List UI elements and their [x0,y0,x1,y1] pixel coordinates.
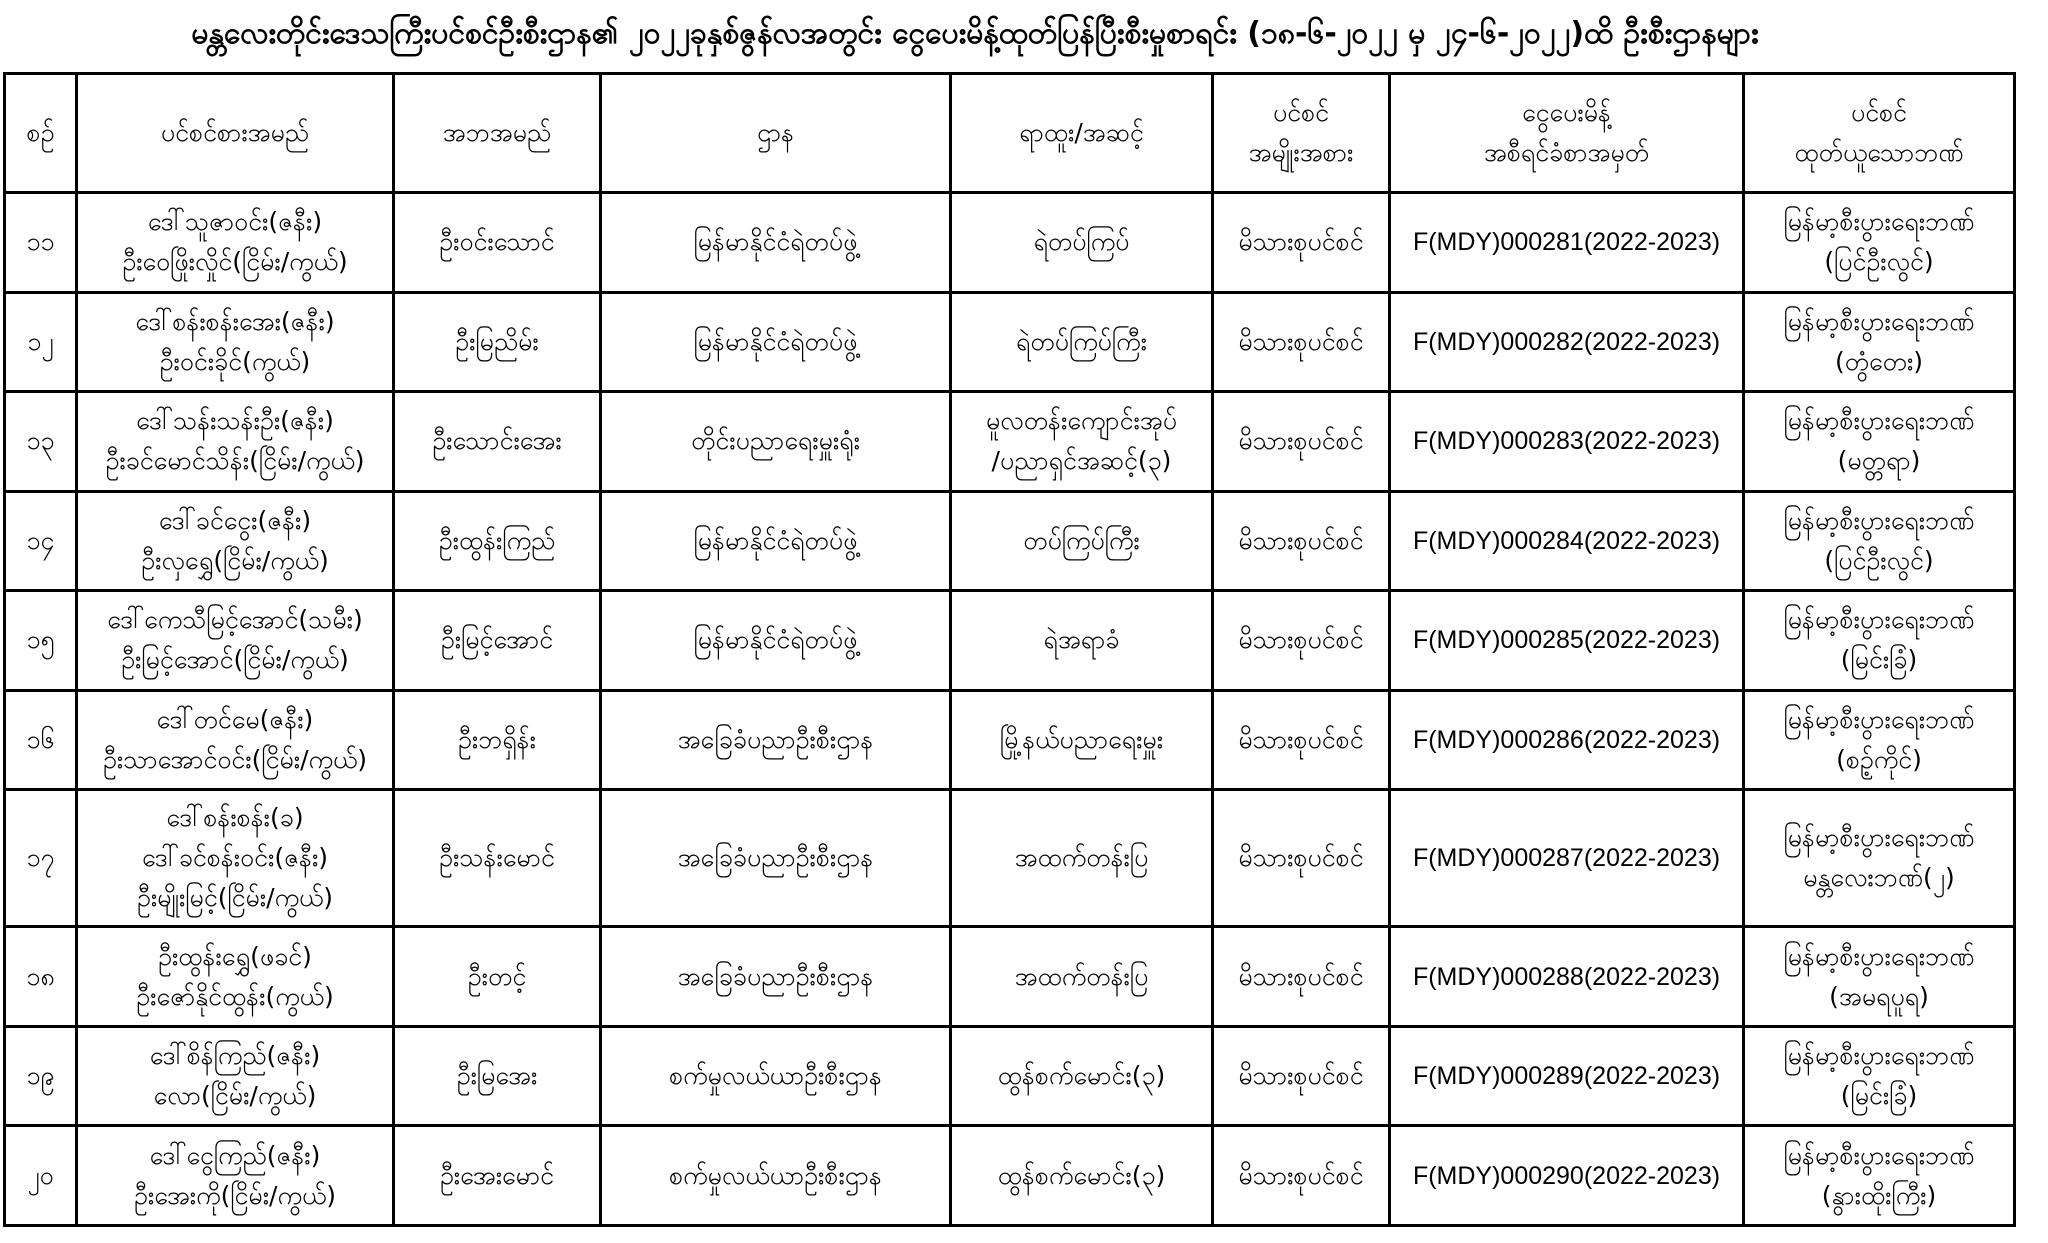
cell-father-name: ဦးဘရှိန်း [394,690,601,790]
cell-department: မြန်မာနိုင်ငံရဲတပ်ဖွဲ့ [601,193,951,293]
table-row [5,1126,2015,1226]
cell-bank [1744,927,2015,1027]
header-order-number [1390,74,1744,193]
cell-no: ၁၇ [5,790,77,927]
header-no [5,74,77,193]
cell-rank-line: တပ်ကြပ်ကြီး [1023,525,1140,555]
cell-rank [951,292,1213,392]
cell-bank-line: မြန်မာ့စီးပွားရေးဘဏ် [1783,941,1975,971]
cell-pension-type: မိသားစုပင်စင် [1213,1026,1390,1126]
cell-department: မြန်မာနိုင်ငံရဲတပ်ဖွဲ့ [601,292,951,392]
cell-bank-line: (နွားထိုးကြီး) [1821,1180,1937,1210]
cell-rank [951,491,1213,591]
cell-pension-type: မိသားစုပင်စင် [1213,690,1390,790]
cell-bank [1744,1126,2015,1226]
cell-pensioner-name-line: ဒေါ်သူဇာဝင်း(ဇနီး) [147,207,323,237]
cell-no: ၁၉ [5,1026,77,1126]
cell-order-number: F(MDY)000282(2022-2023) [1390,292,1744,392]
cell-order-number: F(MDY)000289(2022-2023) [1390,1026,1744,1126]
cell-bank-line: မြန်မာ့စီးပွားရေးဘဏ် [1783,505,1975,535]
cell-bank-line: မြန်မာ့စီးပွားရေးဘဏ် [1783,1041,1975,1071]
cell-bank [1744,591,2015,691]
header-text: အမျိုးအစား [1248,138,1354,167]
cell-bank-line: မြန်မာ့စီးပွားရေးဘဏ် [1783,207,1975,237]
table-row [5,591,2015,691]
cell-pension-type: မိသားစုပင်စင် [1213,591,1390,691]
cell-pensioner-name-line: ဦးမျိုးမြင့်(ငြိမ်း/ကွယ်) [136,883,334,913]
table-row [5,392,2015,492]
header-text: အစီရင်ခံစာအမှတ် [1483,138,1650,167]
cell-order-number: F(MDY)000284(2022-2023) [1390,491,1744,591]
cell-bank-line: မြန်မာ့စီးပွားရေးဘဏ် [1783,605,1975,635]
cell-pensioner-name-line: ဒေါ်ခင်စန်းဝင်း(ဇနီး) [141,843,329,873]
cell-pension-type: မိသားစုပင်စင် [1213,1126,1390,1226]
cell-pensioner-name [77,392,394,492]
cell-no: ၂၀ [5,1126,77,1226]
cell-pensioner-name [77,491,394,591]
header-text: ဌာန [756,118,795,147]
cell-rank [951,591,1213,691]
cell-bank-line: (စဉ့်ကိုင်) [1836,744,1922,774]
cell-pension-type: မိသားစုပင်စင် [1213,790,1390,927]
cell-rank [951,1026,1213,1126]
cell-pensioner-name-line: ဒေါ်ငွေကြည်(ဇနီး) [149,1140,321,1170]
cell-pensioner-name-line: ဦးဇော်နိုင်ထွန်း(ကွယ်) [136,981,334,1011]
cell-bank [1744,392,2015,492]
cell-rank-line: အထက်တန်းပြ [1014,961,1149,991]
cell-rank-line: မြို့နယ်ပညာရေးမှူး [999,724,1164,754]
header-text: ပင်စင် [1272,98,1330,127]
cell-pensioner-name [77,292,394,392]
table-row [5,927,2015,1027]
cell-pensioner-name-line: ဦးဝေဖြိုးလှိုင်(ငြိမ်း/ကွယ်) [122,247,348,277]
cell-pensioner-name [77,1126,394,1226]
cell-bank-line: မြန်မာ့စီးပွားရေးဘဏ် [1783,1140,1975,1170]
cell-pensioner-name-line: ဦးမြင့်အောင်(ငြိမ်း/ကွယ်) [121,645,349,675]
cell-rank-line: အထက်တန်းပြ [1014,843,1149,873]
cell-rank [951,392,1213,492]
cell-pensioner-name [77,1026,394,1126]
cell-bank [1744,491,2015,591]
pension-table [3,72,2016,1227]
cell-bank-line: (အမရပူရ) [1829,981,1929,1011]
cell-no: ၁၅ [5,591,77,691]
cell-order-number: F(MDY)000290(2022-2023) [1390,1126,1744,1226]
cell-bank [1744,193,2015,293]
cell-father-name: ဦးမြအေး [394,1026,601,1126]
cell-no: ၁၁ [5,193,77,293]
table-row [5,1026,2015,1126]
document-title: မန္တလေးတိုင်းဒေသကြီးပင်စင်ဦးစီးဌာန၏ ၂၀၂၂ခုနှစ်ဇွန်လအတွင်း ငွေပေးမိန့်ထုတ်ပြန်ပြီးစီးမှုစာရင်း (၁၈-၆-၂၀၂၂ မှ ၂၄-၆-၂၀၂၂)ထိ ဦးစီးဌာနများ [191,16,1759,51]
cell-pension-type: မိသားစုပင်စင် [1213,491,1390,591]
cell-pension-type: မိသားစုပင်စင် [1213,927,1390,1027]
cell-pension-type: မိသားစုပင်စင် [1213,392,1390,492]
table-row [5,690,2015,790]
table-row [5,790,2015,927]
header-text: စဉ် [26,118,55,147]
cell-pensioner-name-line: ဦးသာအောင်ဝင်း(ငြိမ်း/ကွယ်) [103,744,367,774]
cell-pensioner-name-line: ဒေါ်စန်းစန်း(ခ) [166,803,304,833]
cell-bank-line: (တွံတေး) [1834,346,1924,376]
cell-rank-line: မူလတန်းကျောင်းအုပ် [985,406,1178,436]
cell-father-name: ဦးသောင်းအေး [394,392,601,492]
cell-rank [951,690,1213,790]
cell-pensioner-name-line: ဦးထွန်းရွှေ(ဖခင်) [158,941,312,971]
cell-pensioner-name-line: ဦးခင်မောင်သိန်း(ငြိမ်း/ကွယ်) [105,446,365,476]
cell-bank [1744,1026,2015,1126]
cell-order-number: F(MDY)000287(2022-2023) [1390,790,1744,927]
cell-pensioner-name-line: ဒေါ်စိန်ကြည်(ဇနီး) [149,1041,321,1071]
cell-pensioner-name-line: ဦးလှရွှေ(ငြိမ်း/ကွယ်) [141,545,329,575]
cell-bank [1744,690,2015,790]
cell-pensioner-name-line: ဒေါ်သန်းသန်းဦး(ဇနီး) [136,406,334,436]
table-row [5,491,2015,591]
cell-order-number: F(MDY)000288(2022-2023) [1390,927,1744,1027]
cell-rank [951,193,1213,293]
cell-bank-line: (မြင်းခြံ) [1840,645,1918,675]
header-department [601,74,951,193]
cell-pensioner-name [77,790,394,927]
cell-order-number: F(MDY)000283(2022-2023) [1390,392,1744,492]
cell-father-name: ဦးတင့် [394,927,601,1027]
cell-bank-line: (မြင်းခြံ) [1840,1081,1918,1111]
cell-order-number: F(MDY)000281(2022-2023) [1390,193,1744,293]
cell-bank-line: (ပြင်ဦးလွင်) [1824,545,1934,575]
cell-rank-line: ရဲတပ်ကြပ်ကြီး [1016,326,1147,356]
header-rank [951,74,1213,193]
cell-pensioner-name [77,193,394,293]
cell-department: တိုင်းပညာရေးမှူးရုံး [601,392,951,492]
table-header-row [5,74,2015,193]
cell-pensioner-name-line: ဒေါ်ကေသီမြင့်အောင်(သမီး) [107,605,363,635]
table-body [5,193,2015,1226]
cell-no: ၁၃ [5,392,77,492]
cell-rank [951,927,1213,1027]
cell-pension-type: မိသားစုပင်စင် [1213,292,1390,392]
header-text: ထုတ်ယူသောဘဏ် [1794,138,1964,167]
header-pension-type [1213,74,1390,193]
cell-rank [951,1126,1213,1226]
table-row [5,292,2015,392]
header-bank [1744,74,2015,193]
cell-father-name: ဦးအေးမောင် [394,1126,601,1226]
header-text: ပင်စင်စားအမည် [160,118,310,147]
cell-pension-type: မိသားစုပင်စင် [1213,193,1390,293]
cell-department: အခြေခံပညာဦးစီးဌာန [601,927,951,1027]
cell-bank-line: (မတ္တရာ) [1837,446,1921,476]
cell-father-name: ဦးသန်းမောင် [394,790,601,927]
cell-department: အခြေခံပညာဦးစီးဌာန [601,790,951,927]
cell-rank-line: ရဲတပ်ကြပ် [1033,227,1130,257]
cell-bank-line: မြန်မာ့စီးပွားရေးဘဏ် [1783,306,1975,336]
cell-rank-line: ရဲအရာခံ [1043,625,1120,655]
cell-pensioner-name [77,591,394,691]
cell-department: စက်မှုလယ်ယာဦးစီးဌာန [601,1126,951,1226]
header-text: ပင်စင် [1850,98,1908,127]
table-row [5,193,2015,293]
cell-order-number: F(MDY)000286(2022-2023) [1390,690,1744,790]
cell-no: ၁၆ [5,690,77,790]
cell-department: မြန်မာနိုင်ငံရဲတပ်ဖွဲ့ [601,591,951,691]
cell-bank-line: မြန်မာ့စီးပွားရေးဘဏ် [1783,406,1975,436]
cell-pensioner-name-line: ဦးအေးကို(ငြိမ်း/ကွယ်) [134,1180,336,1210]
cell-pensioner-name-line: ဦးဝင်းခိုင်(ကွယ်) [159,346,311,376]
cell-bank-line: (ပြင်ဦးလွင်) [1824,247,1934,277]
cell-pensioner-name-line: ဒေါ်တင်မေ(ဇနီး) [156,704,314,734]
header-pensioner-name [77,74,394,193]
header-text: ငွေပေးမိန့် [1522,98,1611,127]
cell-bank-line: မန္တလေးဘဏ်(၂) [1803,863,1955,893]
cell-bank-line: မြန်မာ့စီးပွားရေးဘဏ် [1783,823,1975,853]
cell-department: မြန်မာနိုင်ငံရဲတပ်ဖွဲ့ [601,491,951,591]
cell-bank-line: မြန်မာ့စီးပွားရေးဘဏ် [1783,704,1975,734]
cell-rank-line: ထွန်စက်မောင်း(၃) [997,1061,1166,1091]
cell-father-name: ဦးဝင်းသောင် [394,193,601,293]
cell-department: အခြေခံပညာဦးစီးဌာန [601,690,951,790]
cell-pensioner-name [77,690,394,790]
header-text: ရာထူး/အဆင့် [1019,118,1144,147]
cell-bank [1744,292,2015,392]
header-text: အဘအမည် [442,118,552,147]
cell-no: ၁၄ [5,491,77,591]
cell-no: ၁၂ [5,292,77,392]
cell-father-name: ဦးထွန်းကြည် [394,491,601,591]
header-father-name [394,74,601,193]
cell-rank-line: /ပညာရှင်အဆင့်(၃) [991,446,1172,476]
cell-pensioner-name [77,927,394,1027]
cell-no: ၁၈ [5,927,77,1027]
cell-rank [951,790,1213,927]
cell-rank-line: ထွန်စက်မောင်း(၃) [997,1160,1166,1190]
cell-pensioner-name-line: ဒေါ်စန်းစန်းအေး(ဇနီး) [135,306,335,336]
cell-father-name: ဦးမြညိမ်း [394,292,601,392]
cell-bank [1744,790,2015,927]
cell-order-number: F(MDY)000285(2022-2023) [1390,591,1744,691]
cell-department: စက်မှုလယ်ယာဦးစီးဌာန [601,1026,951,1126]
cell-father-name: ဦးမြင့်အောင် [394,591,601,691]
cell-pensioner-name-line: ဒေါ်ခင်ငွေး(ဇနီး) [158,505,312,535]
cell-pensioner-name-line: လော(ငြိမ်း/ကွယ်) [153,1081,317,1111]
